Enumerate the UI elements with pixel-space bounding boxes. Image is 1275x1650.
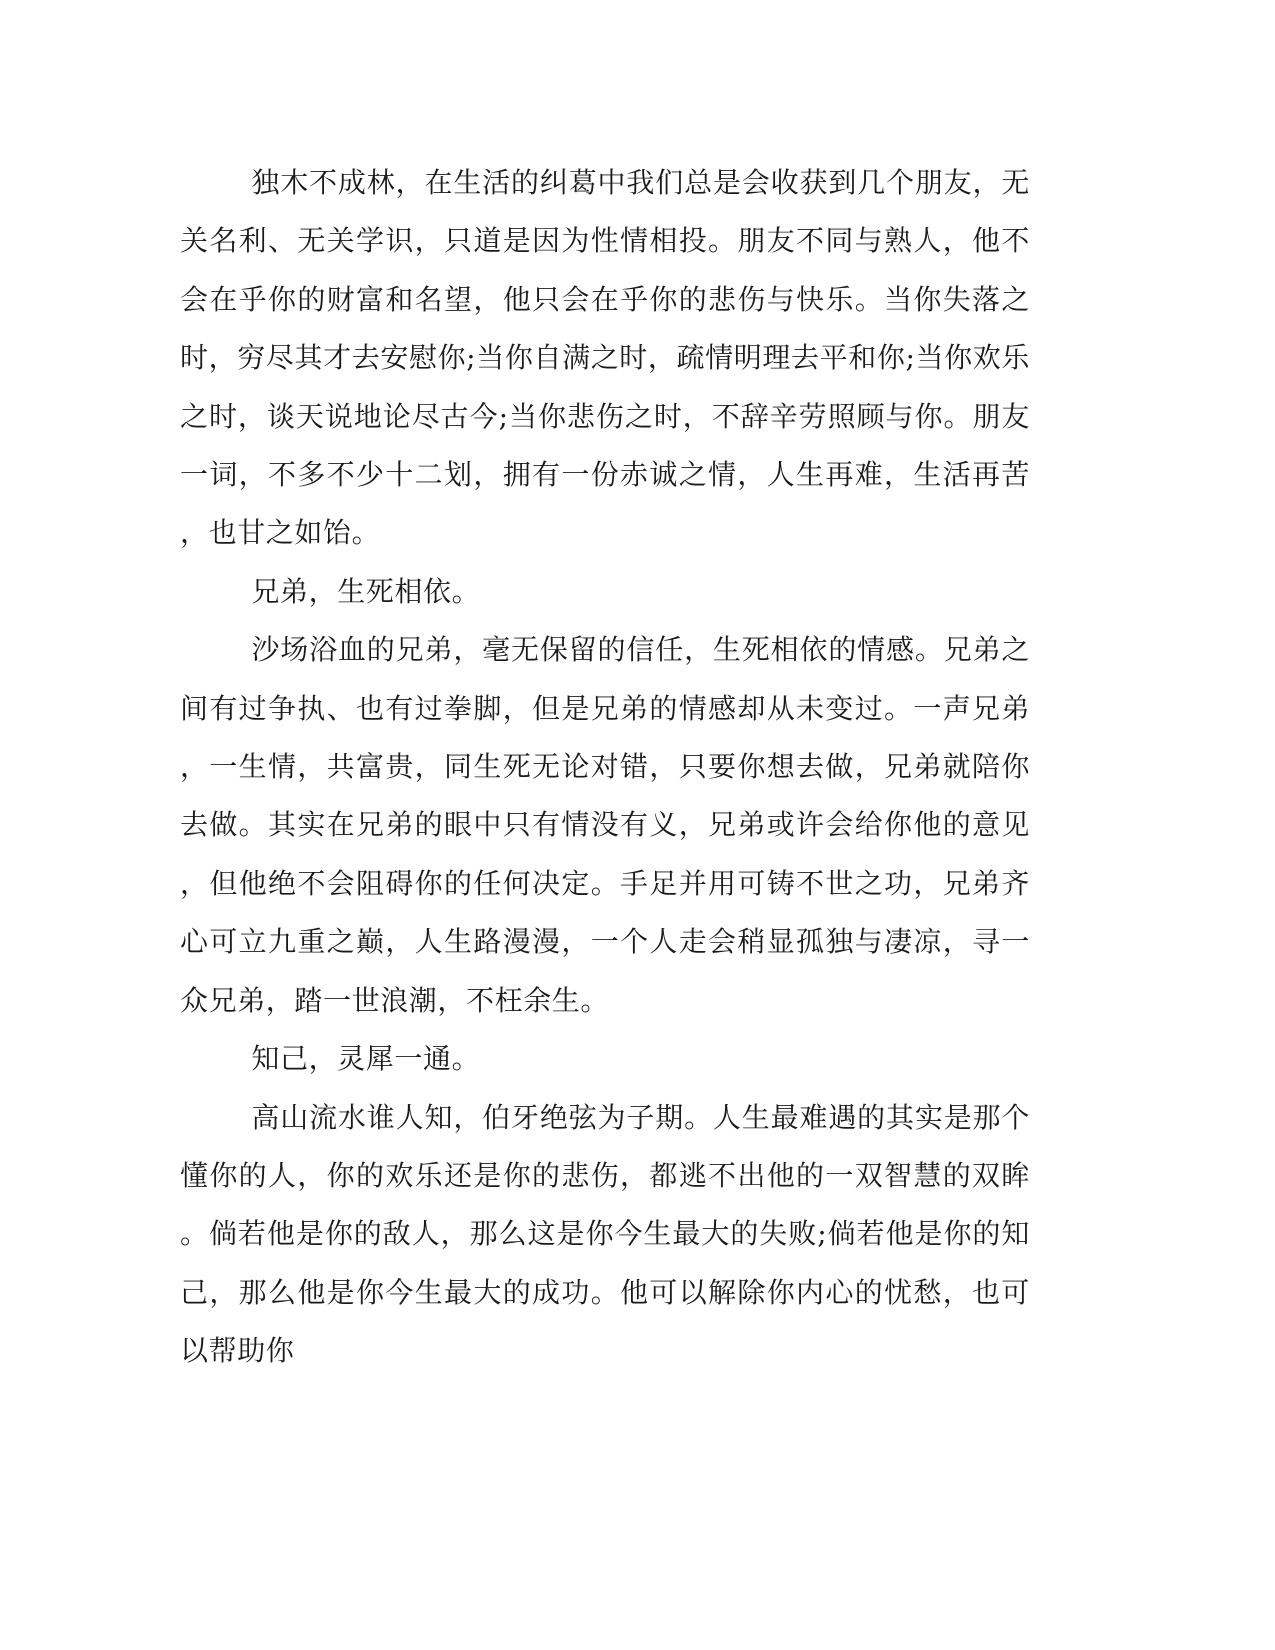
heading-confidant: 知己，灵犀一通。: [251, 1042, 481, 1076]
paragraph-brothers: 沙场浴血的兄弟，毫无保留的信任，生死相依的情感。兄弟之间有过争执、也有过拳脚，但是兄弟的情感却从未变过。一声兄弟，一生情，共富贵，同生死无论对错，只要你想去做，兄弟就陪你去做。其实在兄弟的眼中只有情没有义，兄弟或许会给你他的意见，但他绝不会阻碍你的任何决定。手足并用可铸不世之功，兄弟齐心可立九重之巅，人生路漫漫，一个人走会稍显孤独与凄凉，寻一众兄弟，踏一世浪潮，不枉余生。: [180, 633, 1030, 1017]
body-text: [180, 154, 1030, 1381]
heading-brothers: 兄弟，生死相依。: [251, 574, 481, 608]
paragraph-friends: 独木不成林，在生活的纠葛中我们总是会收获到几个朋友，无关名利、无关学识，只道是因为性情相投。朋友不同与熟人，他不会在乎你的财富和名望，他只会在乎你的悲伤与快乐。当你失落之时，穷尽其才去安慰你;当你自满之时，疏情明理去平和你;当你欢乐之时，谈天说地论尽古今;当你悲伤之时，不辞辛劳照顾与你。朋友一词，不多不少十二划，拥有一份赤诚之情，人生再难，生活再苦，也甘之如饴。: [180, 166, 1030, 550]
paragraph-confidant: 高山流水谁人知，伯牙绝弦为子期。人生最难遇的其实是那个懂你的人，你的欢乐还是你的悲伤，都逃不出他的一双智慧的双眸。倘若他是你的敌人，那么这是你今生最大的失败;倘若他是你的知己，那么他是你今生最大的成功。他可以解除你内心的忧愁，也可以帮助你: [180, 1100, 1030, 1368]
